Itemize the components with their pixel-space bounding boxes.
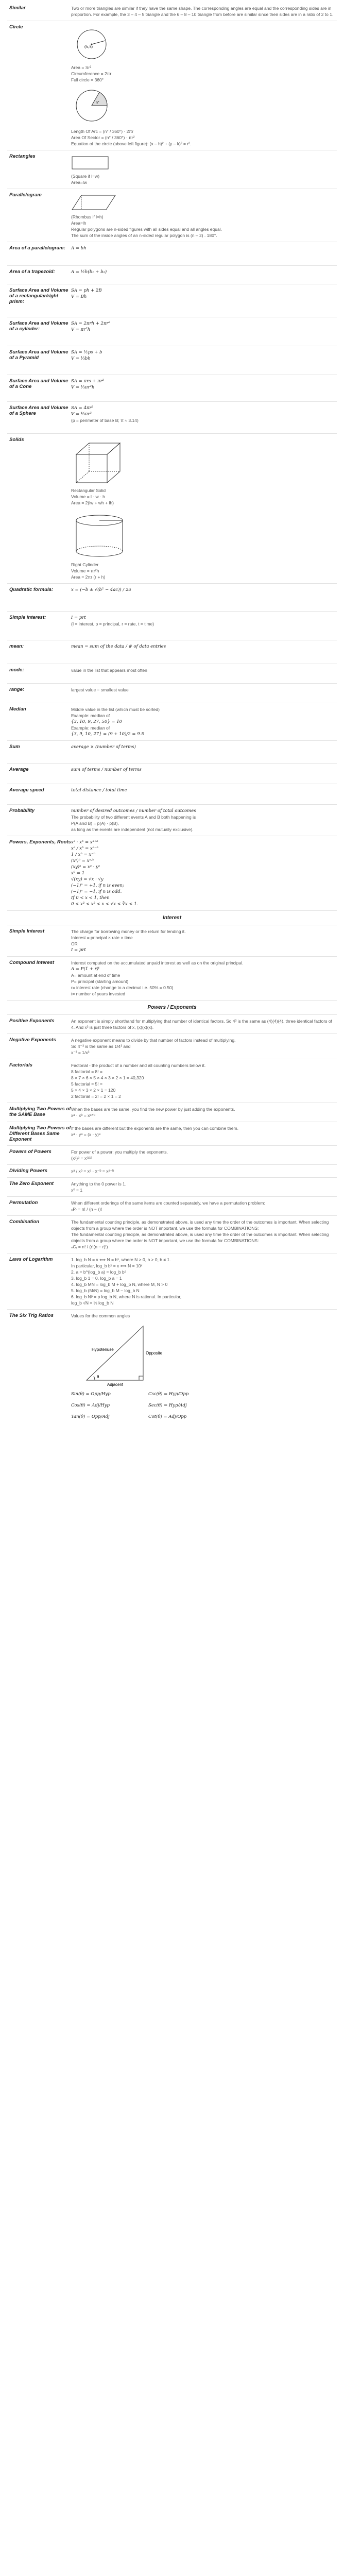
formula: V = ⅓πr²h: [71, 385, 95, 390]
term: Area of a trapezoid:: [9, 269, 55, 275]
definition: [71, 287, 337, 314]
formula: x = (−b ± √(b² − 4ac)) / 2a: [71, 587, 131, 592]
arc-angle-label: n°: [96, 101, 99, 105]
text-line: Volume = l · w · h: [71, 494, 105, 499]
term: Surface Area and Volume of a Pyramid: [9, 349, 68, 361]
definition: [71, 744, 337, 760]
term: Powers, Exponents, Roots: [9, 839, 71, 845]
term: Average: [9, 767, 29, 772]
sector-figure: [71, 85, 117, 126]
text-line: The sum of the inside angles of an n-sided regular polygon is (n – 2) . 180°.: [71, 233, 217, 238]
text-line: In particular, log_b bˣ = x ⟺ N = 10ˣ: [71, 1263, 143, 1268]
definition: [71, 706, 337, 737]
definition: [71, 767, 337, 781]
definition: [71, 687, 337, 700]
text-line: (p = perimeter of base B; π ≈ 3.14): [71, 418, 139, 423]
text-line: If the bases are different but the exponents are the same, then you can combine them.: [71, 1126, 238, 1131]
row-pyramid: [7, 346, 337, 375]
formula: SA = πrs + πr²: [71, 379, 105, 384]
row-simple-interest: [7, 612, 337, 640]
row-solids: [7, 434, 337, 584]
text-line: P(A and B) = p(A) · p(B),: [71, 821, 119, 826]
sec-ratio: Sec(θ) = Hyp/Adj: [148, 1403, 187, 1408]
formula: V = ⅓bh: [71, 356, 91, 361]
definition: [71, 808, 337, 833]
formula: xᵃ · xᵇ = xᵃ⁺ᵇ: [71, 840, 98, 845]
row-rectangles: [7, 150, 337, 189]
row-median: [7, 703, 337, 741]
text-line: as long as the events are independent (not mutually exclusive).: [71, 827, 194, 832]
formula: {3, 9, 10, 27} = (9 + 10)/2 = 9.5: [71, 732, 144, 737]
text-line: Length Of Arc = (n° / 360°) · 2πr: [71, 129, 134, 134]
definition: [71, 405, 337, 430]
row-powers: [7, 836, 337, 911]
section-powers-exponents: Powers / Exponents: [7, 1001, 337, 1015]
row-prism: [7, 284, 337, 317]
text-line: Area = 2πr (r + h): [71, 574, 106, 580]
text-line: x⁰ = 1: [71, 1188, 83, 1193]
row-sum: [7, 741, 337, 764]
text-line: Equation of the circle (above left figure): (x – h)² + (y – k)² = r².: [71, 141, 192, 146]
row-probability: [7, 805, 337, 836]
definition: [71, 269, 337, 281]
definition: [71, 1018, 337, 1030]
formula: average × (number of terms): [71, 744, 136, 750]
definition: [71, 1219, 337, 1250]
formula-rows: [7, 242, 337, 434]
formula: 0 < x³ < x² < x < √x < ∛x < 1.: [71, 902, 139, 907]
text-line: largest value − smallest value: [71, 687, 129, 692]
row-area-trapezoid: [7, 266, 337, 284]
text-line: P= principal (starting amount): [71, 979, 129, 984]
term: Combination: [9, 1219, 40, 1225]
row-sphere: [7, 402, 337, 434]
formula: {3, 10, 9, 27, 50} = 10: [71, 719, 123, 724]
text-line: Two or more triangles are similar if they have the same shape. The corresponding angles are equal and the corresponding sides are in proportion. For example, the 3 – 4 – 5 triangle and the 6 – 8 – 10 triangle from before are similar since their sides are in a ratio of 2 to 1.: [71, 6, 334, 17]
row-circle: [7, 21, 337, 150]
csc-ratio: Csc(θ) = Hyp/Opp: [148, 1392, 189, 1397]
formula: √(xy) = √x · √y: [71, 877, 104, 882]
term: Permutation: [9, 1200, 38, 1206]
formula: sum of terms / number of terms: [71, 767, 142, 772]
formula: total distance / total time: [71, 788, 127, 793]
definition: [71, 437, 337, 580]
sin-ratio: Sin(θ) = Opp/Hyp: [71, 1392, 111, 1397]
formula: I = prt: [71, 615, 86, 620]
term: Compound Interest: [9, 960, 55, 965]
text-line: Area=lw: [71, 180, 87, 185]
definition: [71, 839, 337, 907]
text-line: Area = 2(lw + wh + lh): [71, 500, 114, 505]
text-line: When the bases are the same, you find the new power by just adding the exponents.: [71, 1107, 235, 1112]
term: Dividing Powers: [9, 1168, 47, 1174]
term: Parallelogram: [9, 192, 42, 198]
definition: [71, 349, 337, 371]
text-line: 5 factorial = 5! =: [71, 1081, 102, 1087]
text-line: 6. log_b Nᵖ = p log_b N, where N is rational. In particular,: [71, 1294, 182, 1299]
text-line: Interest = principal × rate × time: [71, 935, 133, 940]
exponent-row: [7, 1122, 337, 1146]
formula: I = prt: [71, 947, 86, 953]
term: Simple Interest: [9, 928, 45, 934]
text-line: Interest computed on the accumulated unpaid interest as well as on the original principal.: [71, 960, 244, 965]
term: Powers of Powers: [9, 1149, 51, 1155]
exponent-row: [7, 1216, 337, 1253]
term: Factorials: [9, 1062, 32, 1068]
formula: x⁰ = 1: [71, 871, 85, 876]
text-line: 4. log_b MN = log_b M + log_b N, where M, N > 0: [71, 1282, 168, 1287]
row-average-speed: [7, 784, 337, 805]
row-compound-interest: [7, 957, 337, 1001]
term: The Six Trig Ratios: [9, 1313, 54, 1318]
text-line: (I = interest, p = principal, r = rate, t = time): [71, 621, 154, 626]
exponent-row: [7, 1197, 337, 1216]
text-line: log_b √N = ½ log_b N: [71, 1300, 114, 1306]
definition: [71, 320, 337, 343]
formula: (xy)ᵃ = xᵃ · yᵃ: [71, 865, 100, 870]
rectangular-solid-figure: [71, 439, 128, 485]
formula: A = bh: [71, 246, 87, 251]
exponent-row: [7, 1034, 337, 1059]
text-line: x⁻³ = 1/x³: [71, 1050, 90, 1055]
definition: [71, 643, 337, 660]
formula: xᵃ / xᵇ = xᵃ⁻ᵇ: [71, 846, 98, 851]
formula: If 0 < x < 1, then: [71, 895, 110, 901]
definition: [71, 1062, 337, 1099]
row-simple-interest-2: [7, 925, 337, 957]
term: Surface Area and Volume of a Sphere: [9, 405, 68, 416]
formula: mean = sum of the data / # of data entries: [71, 644, 166, 649]
formula: SA = 2πrh + 2πr²: [71, 321, 111, 326]
text-line: Middle value in the list (which must be sorted): [71, 707, 160, 712]
formula: SA = 4πr²: [71, 405, 93, 411]
text-line: Rectangular Solid: [71, 488, 106, 493]
text-line: xᵃ · xᵇ = xᵃ⁺ᵇ: [71, 1113, 96, 1118]
row-cone: [7, 375, 337, 402]
text-line: The fundamental counting principle, as demonstrated above, is used any time the order of the outcomes is important. When selecting objects from a group where the order is NOT important, we use the formula for COMBINATIONS:: [71, 1232, 329, 1243]
definition: [71, 1313, 337, 1420]
term: The Zero Exponent: [9, 1181, 54, 1187]
text-line: Area=lh: [71, 221, 87, 226]
adjacent-label: Adjacent: [107, 1382, 124, 1387]
definition: [71, 1200, 337, 1212]
text-line: xᵃ · yᵃ = (x · y)ᵃ: [71, 1132, 100, 1137]
text-line: value in the list that appears most often: [71, 668, 147, 673]
formula: V = Bh: [71, 294, 87, 299]
text-line: 5 × 4 × 3 × 2 × 1 = 120: [71, 1088, 116, 1093]
definition: [71, 192, 337, 239]
definition: [71, 24, 337, 147]
text-line: Area Of Sector = (n° / 360°) · πr²: [71, 135, 135, 140]
text-line: Volume = πr²h: [71, 568, 99, 573]
row-range: [7, 684, 337, 703]
term: range:: [9, 687, 25, 692]
term: Quadratic formula:: [9, 587, 53, 592]
text-line: (Rhombus if l=h): [71, 214, 104, 219]
definition: [71, 245, 337, 262]
text-line: xᵃ / xᵇ = xᵃ · x⁻ᵇ = xᵃ⁻ᵇ: [71, 1168, 114, 1174]
text-line: r= interest rate (change to a decimal i.e. 50% = 0.50): [71, 985, 174, 990]
text-line: A negative exponent means to divide by that number of factors instead of multiplying.: [71, 1038, 236, 1043]
circle-figure: [71, 26, 112, 62]
term: Median: [9, 706, 26, 712]
term: Circle: [9, 24, 23, 30]
section-interest: Interest: [7, 911, 337, 925]
row-cylinder: [7, 317, 337, 346]
definition: [71, 154, 337, 185]
text-line: Right Cylinder: [71, 562, 99, 567]
term: Surface Area and Volume of a Cone: [9, 378, 68, 389]
right-triangle-figure: [71, 1321, 174, 1388]
term: Surface Area and Volume of a cylinder:: [9, 320, 68, 332]
term: Surface Area and Volume of a rectangular/right prism:: [9, 287, 68, 304]
row-similar: [7, 0, 337, 21]
term: Multiplying Two Powers of Different Bases Same Exponent: [9, 1125, 71, 1142]
text-line: For power of a power: you multiply the exponents.: [71, 1149, 168, 1155]
text-line: A= amount at end of time: [71, 973, 121, 978]
definition: [71, 1125, 337, 1142]
parallelogram-figure: [71, 194, 117, 212]
term: Laws of Logarithm: [9, 1257, 53, 1262]
formula: (−1)ⁿ = +1, if n is even;: [71, 883, 124, 888]
text-line: Example: median of: [71, 725, 110, 731]
definition: [71, 1257, 337, 1306]
definition: [71, 787, 337, 801]
formula: number of desired outcomes / number of total outcomes: [71, 808, 196, 814]
term: mean:: [9, 643, 24, 649]
center-label: (h, k): [84, 45, 93, 49]
cos-ratio: Cos(θ) = Adj/Hyp: [71, 1403, 110, 1408]
text-line: 5. log_b (M/N) = log_b M − log_b N: [71, 1288, 140, 1293]
definition: [71, 587, 337, 608]
cot-ratio: Cot(θ) = Adj/Opp: [148, 1414, 187, 1419]
rectangle-figure: [71, 156, 112, 171]
formula: V = πr²h: [71, 327, 91, 332]
exponent-rows: [7, 1015, 337, 1310]
row-quadratic: [7, 584, 337, 612]
tan-ratio: Tan(θ) = Opp/Adj: [71, 1414, 110, 1419]
formula-sheet: [7, 0, 337, 1423]
text-line: When different orderings of the same items are counted separately, we have a permutation problem:: [71, 1200, 265, 1206]
exponent-row: [7, 1165, 337, 1178]
text-line: 2. a = b^(log_b a) = log_b bᵃ: [71, 1269, 126, 1275]
row-area-parallelogram: [7, 242, 337, 266]
text-line: An exponent is simply shorthand for multiplying that number of identical factors. So 4³ is the same as (4)(4)(4), three identical factors of 4. And x³ is just three factors of x, (x)(x)(x).: [71, 1019, 332, 1030]
exponent-row: [7, 1059, 337, 1103]
term: Rectangles: [9, 154, 36, 159]
term: Solids: [9, 437, 24, 443]
definition: [71, 960, 337, 997]
formula: (−1)ⁿ = −1, if n is odd.: [71, 889, 122, 894]
row-mode: [7, 664, 337, 684]
text-line: 8 factorial = 8! =: [71, 1069, 102, 1074]
text-line: (Square if l=w): [71, 174, 100, 179]
text-line: 2 factorial = 2! = 2 × 1 = 2: [71, 1094, 121, 1099]
term: Simple interest:: [9, 615, 46, 620]
term: Probability: [9, 808, 35, 814]
trig-ratio-grid: [71, 1391, 334, 1420]
text-line: The probability of two different events A and B both happening is: [71, 815, 196, 820]
text-line: ₙPᵣ = n! / (n − r)!: [71, 1207, 102, 1212]
definition: [71, 378, 337, 398]
cylinder-figure: [71, 513, 128, 560]
text-line: t= number of years invested: [71, 991, 126, 996]
text-line: Circumference = 2πr: [71, 71, 112, 76]
exponent-row: [7, 1103, 337, 1122]
definition: [71, 1037, 337, 1056]
formula: SA = ½ps + b: [71, 350, 102, 355]
term: Positive Exponents: [9, 1018, 55, 1024]
term: Average speed: [9, 787, 44, 793]
term: Sum: [9, 744, 20, 750]
formula: V = ⁴⁄₃πr³: [71, 412, 92, 417]
row-trig: [7, 1310, 337, 1423]
text-line: 1. log_b N = x ⟺ N = bˣ, where N > 0, b > 0, b ≠ 1.: [71, 1257, 171, 1262]
text-line: Example: median of: [71, 713, 110, 718]
text-line: So 4⁻³ is the same as 1/4³ and: [71, 1044, 131, 1049]
text-line: The fundamental counting principle, as demonstrated above, is used any time the order of the outcomes is important. When selecting objects from a group where the order is NOT important, we use the formula for COMBINATIONS:: [71, 1219, 329, 1231]
formula: A = P(1 + r)ᵗ: [71, 967, 100, 972]
text-line: Values for the common angles: [71, 1313, 130, 1318]
definition: [71, 5, 337, 18]
term: Negative Exponents: [9, 1037, 56, 1043]
definition: [71, 615, 337, 637]
formula: 1 / xᵇ = x⁻ᵇ: [71, 852, 96, 857]
hypotenuse-label: Hypotenuse: [92, 1347, 114, 1352]
definition: [71, 1106, 337, 1118]
exponent-row: [7, 1253, 337, 1310]
definition: [71, 1181, 337, 1193]
row-average: [7, 764, 337, 784]
definition: [71, 1149, 337, 1161]
term: Area of a parallelogram:: [9, 245, 65, 251]
text-line: OR: [71, 941, 78, 946]
definition: [71, 1168, 337, 1174]
text-line: Area = πr²: [71, 65, 92, 70]
exponent-row: [7, 1146, 337, 1165]
text-line: Full circle = 360°: [71, 77, 104, 82]
opposite-label: Opposite: [146, 1351, 163, 1355]
row-parallelogram: [7, 189, 337, 242]
text-line: ₙCᵣ = n! / (r!(n − r)!): [71, 1244, 108, 1249]
text-line: Regular polygons are n-sided figures with all sides equal and all angles equal.: [71, 227, 222, 232]
definition: [71, 667, 337, 680]
theta-label: θ: [97, 1375, 99, 1379]
exponent-row: [7, 1178, 337, 1197]
row-mean: [7, 640, 337, 664]
text-line: The charge for borrowing money or the return for lending it.: [71, 929, 186, 934]
formula: (xᵃ)ᵇ = xᵃ·ᵇ: [71, 858, 94, 863]
term: mode:: [9, 667, 24, 673]
formula: SA = ph + 2B: [71, 288, 102, 293]
term: Multiplying Two Powers of the SAME Base: [9, 1106, 71, 1117]
term: Similar: [9, 5, 26, 11]
text-line: 8 × 7 × 6 × 5 × 4 × 3 × 2 × 1 = 40,320: [71, 1075, 144, 1080]
text-line: (xᵃ)ᵇ = x⁽ᵃᵇ⁾: [71, 1156, 92, 1161]
text-line: 3. log_b 1 = 0, log_b a = 1: [71, 1276, 122, 1281]
exponent-row: [7, 1015, 337, 1034]
formula: A = ½h(b₁ + b₂): [71, 269, 107, 275]
text-line: Anything to the 0 power is 1.: [71, 1181, 127, 1187]
definition: [71, 928, 337, 953]
text-line: Factorial - the product of a number and all counting numbers below it.: [71, 1063, 206, 1068]
